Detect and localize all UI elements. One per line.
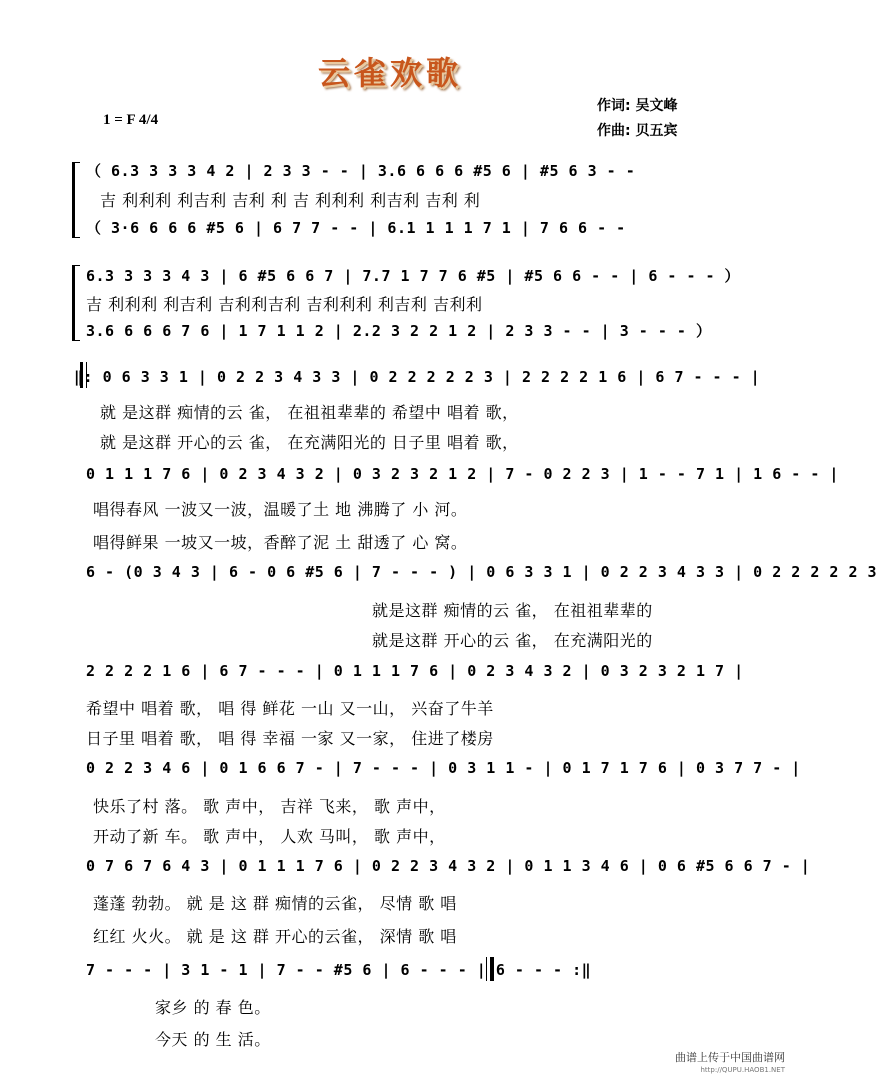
verse1-lyric-line-2: 唱得春风 一波又一波，温暖了土 地 沸腾了 小 河。	[93, 500, 468, 519]
verse2-lyric-line-7: 今天 的 生 活。	[155, 1030, 271, 1049]
intro2-lyric-line: 吉 利利利 利吉利 吉利利吉利 吉利利利 利吉利 吉利利	[86, 295, 483, 314]
verse-melody-line-4: 2 2 2 2 1 6 | 6 7 - - - | 0 1 1 1 7 6 | 0 2 3 4 3 2 | 0 3 2 3 2 1 7 |	[86, 662, 744, 680]
verse-melody-line-5: 0 2 2 3 4 6 | 0 1 6 6 7 - | 7 - - - | 0 3 1 1 - | 0 1 7 1 7 6 | 0 3 7 7 - |	[86, 759, 801, 777]
system-bracket	[72, 265, 80, 341]
intro-melody-line: （ 6.3 3 3 3 4 2 | 2 3 3 - - | 3.6 6 6 6 #5 6 | #5 6 3 - -	[86, 162, 636, 180]
verse-melody-line-7: 7 - - - | 3 1 - 1 | 7 - - #5 6 | 6 - - - | 6 - - - :‖	[86, 961, 592, 979]
intro-harmony-line: （ 3·6 6 6 6 #5 6 | 6 7 7 - - | 6.1 1 1 1 7 1 | 7 6 6 - -	[86, 219, 626, 237]
verse2-lyric-line-6: 红红 火火。 就 是 这 群 开心的云雀， 深情 歌 唱	[93, 927, 457, 946]
intro2-harmony-line: 3.6 6 6 6 7 6 | 1 7 1 1 2 | 2.2 3 2 2 1 2 | 2 3 3 - - | 3 - - - ）	[86, 322, 712, 340]
intro-lyric-line: 吉 利利利 利吉利 吉利 利 吉 利利利 利吉利 吉利 利	[100, 191, 481, 210]
verse-melody-line-1: ‖: 0 6 3 3 1 | 0 2 2 3 4 3 3 | 0 2 2 2 2 2 3 | 2 2 2 2 1 6 | 6 7 - - - |	[74, 368, 761, 386]
verse2-lyric-line-2: 唱得鲜果 一坡又一坡，香醉了泥 土 甜透了 心 窝。	[93, 533, 468, 552]
verse-melody-line-2: 0 1 1 1 7 6 | 0 2 3 4 3 2 | 0 3 2 3 2 1 2 | 7 - 0 2 2 3 | 1 - - 7 1 | 1 6 - - |	[86, 465, 839, 483]
intro2-melody-line: 6.3 3 3 3 4 3 | 6 #5 6 6 7 | 7.7 1 7 7 6 #5 | #5 6 6 - - | 6 - - - ）	[86, 267, 741, 285]
verse1-lyric-line-6: 蓬蓬 勃勃。 就 是 这 群 痴情的云雀， 尽情 歌 唱	[93, 894, 457, 913]
verse2-lyric-line-1: 就 是这群 开心的云 雀， 在充满阳光的 日子里 唱着 歌，	[100, 433, 519, 452]
key-signature: 1 = F 4/4	[103, 112, 159, 128]
verse2-lyric-line-5: 开动了新 车。 歌 声中， 人欢 马叫， 歌 声中，	[93, 827, 446, 846]
verse1-lyric-line-4: 希望中 唱着 歌， 唱 得 鲜花 一山 又一山， 兴奋了牛羊	[86, 699, 494, 718]
verse-melody-line-6: 0 7 6 7 6 4 3 | 0 1 1 1 7 6 | 0 2 2 3 4 3 2 | 0 1 1 3 4 6 | 0 6 #5 6 6 7 - |	[86, 857, 811, 875]
system-bracket	[72, 162, 80, 238]
verse1-lyric-line-5: 快乐了村 落。 歌 声中， 吉祥 飞来， 歌 声中，	[93, 797, 446, 816]
watermark-url: http://QUPU.HAOB1.NET	[700, 1066, 785, 1074]
verse2-lyric-line-4: 日子里 唱着 歌， 唱 得 幸福 一家 又一家， 住进了楼房	[86, 729, 494, 748]
song-title: 云雀欢歌	[317, 54, 462, 92]
verse1-lyric-line-1: 就 是这群 痴情的云 雀， 在祖祖辈辈的 希望中 唱着 歌，	[100, 403, 519, 422]
verse1-lyric-line-3: 就是这群 痴情的云 雀， 在祖祖辈辈的	[372, 601, 653, 620]
watermark-text: 曲谱上传于中国曲谱网	[675, 1051, 785, 1064]
composer-credit: 作曲: 贝五宾	[597, 123, 678, 139]
verse1-lyric-line-7: 家乡 的 春 色。	[155, 998, 271, 1017]
verse-melody-line-3: 6 - (0 3 4 3 | 6 - 0 6 #5 6 | 7 - - - ) | 0 6 3 3 1 | 0 2 2 3 4 3 3 | 0 2 2 2 2 2 3	[86, 563, 877, 581]
watermark	[655, 1052, 785, 1076]
lyricist-credit: 作词: 吴文峰	[597, 98, 678, 114]
verse2-lyric-line-3: 就是这群 开心的云 雀， 在充满阳光的	[372, 631, 653, 650]
